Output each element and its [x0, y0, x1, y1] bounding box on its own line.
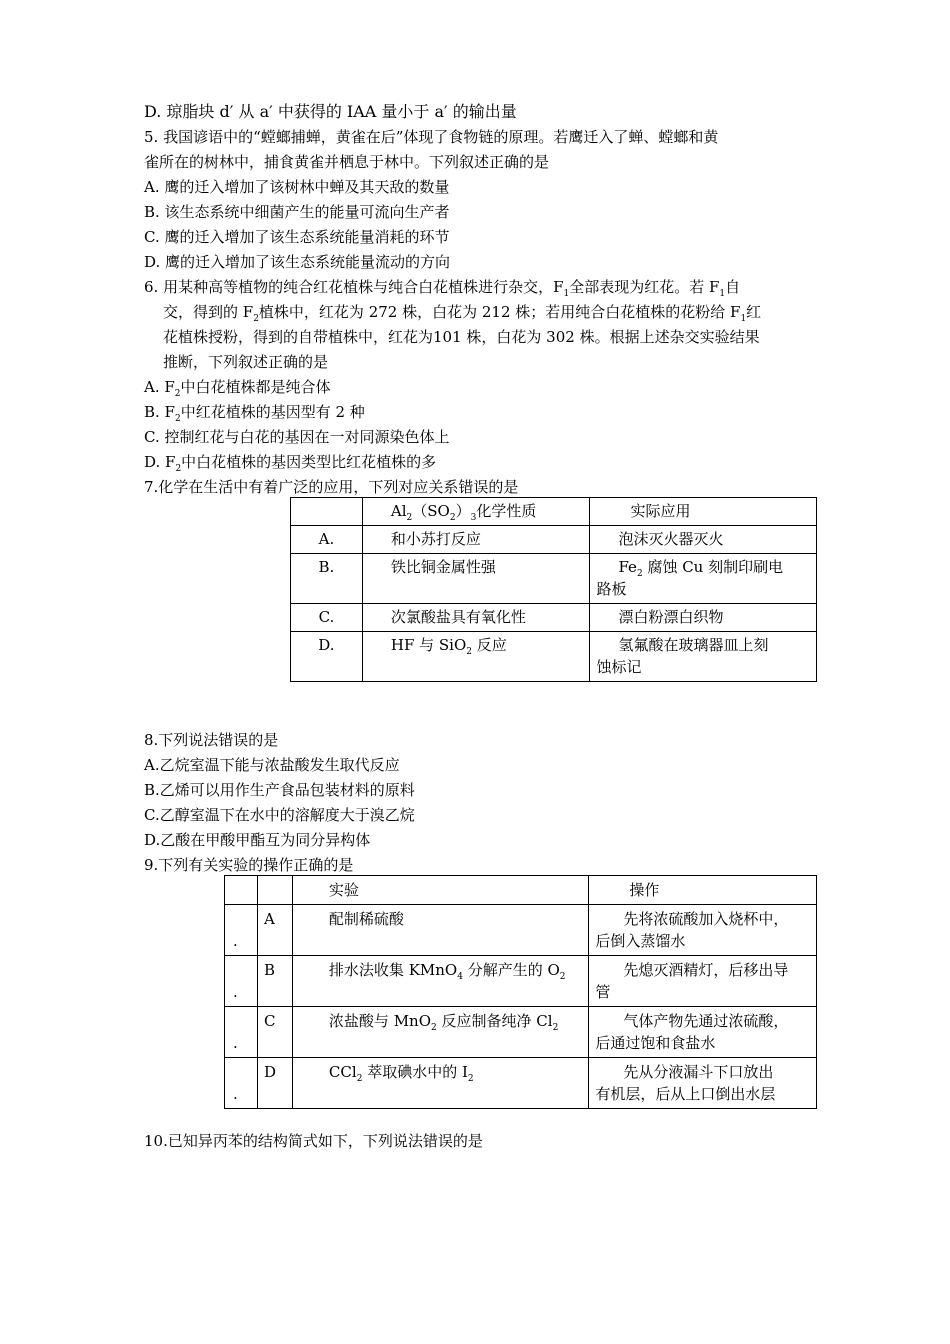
q6-l1c: 自 [725, 278, 741, 296]
q6-b-sub: 2 [174, 414, 181, 424]
table-row [291, 604, 817, 632]
row-property: 铁比铜金属性强 [362, 554, 590, 604]
row-operation: 先熄灭酒精灯，后移出导 管 [589, 956, 817, 1007]
q5-option-b: B. 该生态系统中细菌产生的能量可流向生产者 [144, 203, 450, 221]
q5-option-c: C. 鹰的迁入增加了该生态系统能量消耗的环节 [144, 228, 450, 246]
q6-stem-line2 [163, 302, 761, 322]
row-dot: . [225, 1007, 258, 1058]
row-key: A. [291, 526, 363, 554]
row-property: 次氯酸盐具有氧化性 [362, 604, 590, 632]
table-row [225, 1007, 817, 1058]
q7-stem: 7.化学在生活中有着广泛的应用，下列对应关系错误的是 [144, 478, 519, 496]
q8-stem: 8.下列说法错误的是 [144, 731, 279, 749]
row-property: 和小苏打反应 [362, 526, 590, 554]
header-cell-property: $Al_2(SO_2)_3$化学性质 [362, 498, 590, 526]
row-property: HF 与 SiO$_2$ 反应 [362, 632, 590, 682]
q6-l2-sub: 2 [253, 314, 259, 324]
q6-option-d [144, 452, 436, 472]
q6-l1a: 6. 用某种高等植物的纯合红花植株与纯合白花植株进行杂交，F [144, 278, 564, 296]
row-dot: . [225, 956, 258, 1007]
header-cell-application: 实际应用 [590, 498, 817, 526]
q5-stem-line1: 5. 我国谚语中的“螳螂捕蝉，黄雀在后”体现了食物链的原理。若鹰迁入了蝉、螳螂和黄 [144, 128, 719, 146]
q6-d-sub: 2 [175, 464, 182, 474]
header-cell-blank [257, 876, 292, 905]
row-key: C [257, 1007, 292, 1058]
table-row [225, 905, 817, 956]
q7-table [290, 497, 817, 682]
row-key: D [257, 1058, 292, 1109]
table-row [225, 956, 817, 1007]
row-operation: 先将浓硫酸加入烧杯中， 后倒入蒸馏水 [589, 905, 817, 956]
row-key: A [257, 905, 292, 956]
q6-option-c: C. 控制红花与白花的基因在一对同源染色体上 [144, 428, 450, 446]
row-key: C. [291, 604, 363, 632]
row-experiment: CCl$_2$ 萃取碘水中的 $I_2$ [292, 1058, 588, 1109]
table-row [225, 1058, 817, 1109]
q6-stem-line4: 推断，下列叙述正确的是 [163, 353, 329, 371]
q6-a-pre: A. F [144, 378, 175, 396]
table-row [291, 554, 817, 604]
row-application: $Fe_2$ 腐蚀 Cu 刻制印刷电 路板 [590, 554, 817, 604]
table-header-row [225, 876, 817, 905]
q8-option-a: A.乙烷室温下能与浓盐酸发生取代反应 [144, 756, 400, 774]
q6-d-text: 中白花植株的基因类型比红花植株的多 [181, 453, 437, 471]
q6-a-sub: 2 [174, 389, 181, 399]
header-cell-blank [225, 876, 258, 905]
q6-stem-line1 [144, 277, 740, 297]
q5-option-a: A. 鹰的迁入增加了该树林中蝉及其天敌的数量 [144, 178, 450, 196]
header-cell-blank [291, 498, 363, 526]
row-dot: . [225, 905, 258, 956]
row-experiment: 浓盐酸与 MnO$_2$ 反应制备纯净 $Cl_2$ [292, 1007, 588, 1058]
header-cell-experiment: 实验 [292, 876, 588, 905]
row-key: B [257, 956, 292, 1007]
q6-option-b [144, 402, 365, 422]
q8-option-c: C.乙醇室温下在水中的溶解度大于溴乙烷 [144, 806, 415, 824]
row-application: 泡沫灭火器灭火 [590, 526, 817, 554]
row-operation: 气体产物先通过浓硫酸， 后通过饱和食盐水 [589, 1007, 817, 1058]
row-operation: 先从分液漏斗下口放出 有机层，后从上口倒出水层 [589, 1058, 817, 1109]
q4-option-d: D. 琼脂块 d′ 从 a′ 中获得的 IAA 量小于 a′ 的输出量 [144, 102, 517, 121]
q5-stem-line2: 雀所在的树林中，捕食黄雀并栖息于林中。下列叙述正确的是 [144, 153, 550, 171]
table-row [291, 526, 817, 554]
q9-table [224, 875, 817, 1109]
q9-stem: 9.下列有关实验的操作正确的是 [144, 856, 354, 874]
q6-b-text: 中红花植株的基因型有 2 种 [180, 403, 365, 421]
q6-stem-line3: 花植株授粉，得到的自带植株中，红花为101 株，白花为 302 株。根据上述杂交实验结果 [163, 328, 760, 346]
row-key: B. [291, 554, 363, 604]
q6-l1-sub2: 1 [719, 289, 726, 299]
row-experiment: 排水法收集 KMnO$_4$ 分解产生的 $O_2$ [292, 956, 588, 1007]
q6-l2b: 植株中，红花为 272 株，白花为 212 株；若用纯合白花植株的花粉给 F [258, 303, 741, 321]
table-row [291, 632, 817, 682]
row-application: 氢氟酸在玻璃器皿上刻 蚀标记 [590, 632, 817, 682]
q10-stem: 10.已知异丙苯的结构简式如下，下列说法错误的是 [144, 1132, 483, 1150]
q6-l2c: 红 [746, 303, 762, 321]
q6-l1-sub: 1 [563, 289, 570, 299]
q6-b-pre: B. F [144, 403, 175, 421]
q6-l2-sub2: 1 [740, 314, 747, 324]
table-header-row [291, 498, 817, 526]
row-key: D. [291, 632, 363, 682]
q5-option-d: D. 鹰的迁入增加了该生态系统能量流动的方向 [144, 253, 451, 271]
q6-d-pre: D. F [144, 453, 176, 471]
q8-option-b: B.乙烯可以用作生产食品包装材料的原料 [144, 781, 415, 799]
q6-a-text: 中白花植株都是纯合体 [180, 378, 331, 396]
q6-l2a: 交，得到的 F [163, 303, 254, 321]
row-experiment: 配制稀硫酸 [292, 905, 588, 956]
row-application: 漂白粉漂白织物 [590, 604, 817, 632]
q8-option-d: D.乙酸在甲酸甲酯互为同分异构体 [144, 831, 371, 849]
header-cell-operation: 操作 [589, 876, 817, 905]
q6-l1b: 全部表现为红花。若 F [569, 278, 720, 296]
q6-option-a [144, 377, 331, 397]
row-dot: . [225, 1058, 258, 1109]
